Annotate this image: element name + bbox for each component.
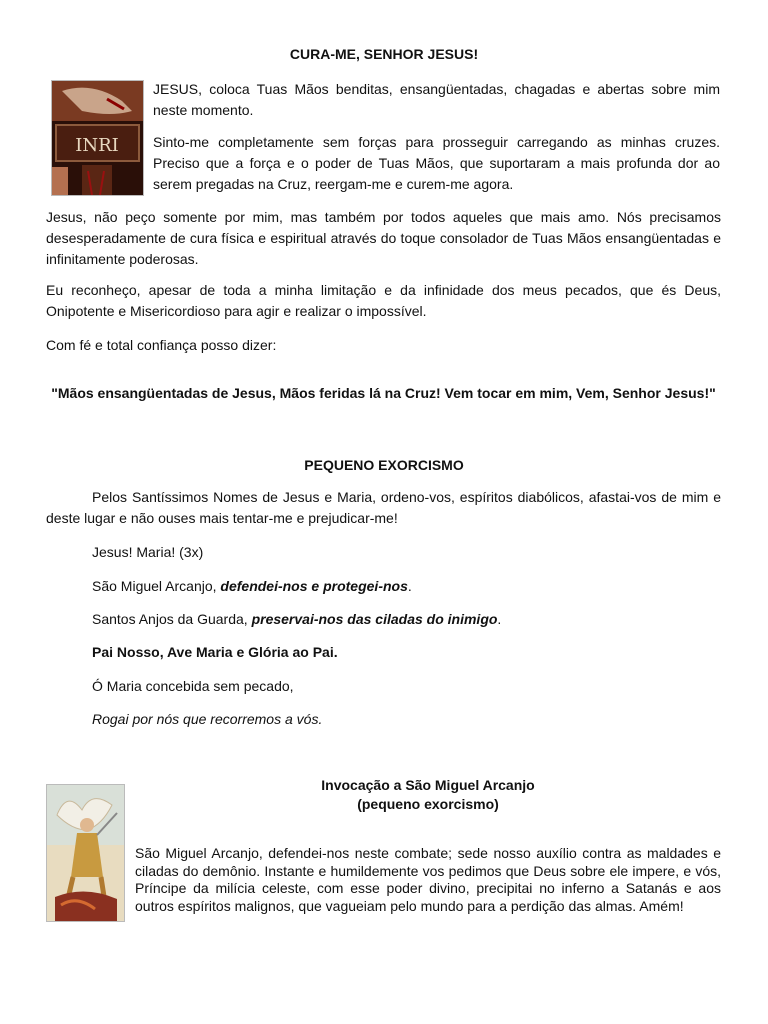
- section-title-invocacao: [128, 776, 728, 814]
- prayer-line: Rogai por nós que recorremos a vós.: [92, 711, 323, 727]
- saint-michael-image: [46, 784, 125, 922]
- section-title-cura: CURA-ME, SENHOR JESUS!: [289, 46, 479, 62]
- paragraph: JESUS, coloca Tuas Mãos benditas, ensangüentadas, chagadas e abertas sobre mim neste momento.: [153, 81, 720, 118]
- prayer-line-emphasis: defendei-nos e protegei-nos: [220, 578, 408, 594]
- prayer-line-text: .: [497, 611, 502, 627]
- section-title-exorcismo: PEQUENO EXORCISMO: [304, 457, 464, 473]
- inri-sign-text: INRI: [75, 135, 119, 156]
- crucifix-hand-image: [51, 80, 144, 196]
- prayer-line: Jesus! Maria! (3x): [92, 544, 204, 560]
- title-line: Invocação a São Miguel Arcanjo: [321, 777, 535, 793]
- paragraph: Eu reconheço, apesar de toda a minha limitação e da infinidade dos meus pecados, que és Deus, Onipotente e Misericordioso para agir e realizar o impossível.: [46, 282, 721, 319]
- paragraph: Sinto-me completamente sem forças para prosseguir carregando as minhas cruzes. Preciso que a força e o poder de Tuas Mãos, que suportaram a mais profunda dor ao serem pregadas na Cruz, reergam-me e curem-me agora.: [153, 134, 720, 192]
- crucifix-illustration-icon: [52, 81, 143, 195]
- prayer-line-emphasis: preservai-nos das ciladas do inimigo: [251, 611, 498, 627]
- paragraph: Pelos Santíssimos Nomes de Jesus e Maria, ordeno-vos, espíritos diabólicos, afastai-vos de mim e deste lugar e não ouses mais tentar-me e prejudicar-me!: [46, 489, 721, 526]
- paragraph: São Miguel Arcanjo, defendei-nos neste combate; sede nosso auxílio contra as maldades e ciladas do demônio. Instante e humildemente vos pedimos que Deus sobre ele impere, e vós, Príncipe da milícia celeste, com esse poder divino, precipitai no inferno a Satanás e aos outros espíritos malignos, que vagueiam pelo mundo para a perdição das almas. Amém!: [135, 845, 721, 914]
- paragraph: Jesus, não peço somente por mim, mas também por todos aqueles que mais amo. Nós precisamos desesperadamente de cura física e espiritual através do toque consolador de Tuas Mãos ensangüentadas e infinitamente poderosas.: [46, 209, 721, 267]
- prayer-line: [92, 609, 501, 630]
- prayer-line: [92, 576, 412, 597]
- archangel-illustration-icon: [47, 785, 124, 921]
- prayer-quote: "Mãos ensangüentadas de Jesus, Mãos feridas lá na Cruz! Vem tocar em mim, Vem, Senhor Jesus!": [51, 385, 716, 401]
- prayer-line: Pai Nosso, Ave Maria e Glória ao Pai.: [92, 644, 338, 660]
- title-line: (pequeno exorcismo): [357, 796, 499, 812]
- prayer-line-text: São Miguel Arcanjo,: [92, 578, 221, 594]
- prayer-line-text: Santos Anjos da Guarda,: [92, 611, 252, 627]
- prayer-line: Ó Maria concebida sem pecado,: [92, 678, 294, 694]
- prayer-line-text: .: [407, 578, 412, 594]
- intro-paragraphs: [153, 79, 720, 195]
- paragraph: Com fé e total confiança posso dizer:: [46, 337, 277, 353]
